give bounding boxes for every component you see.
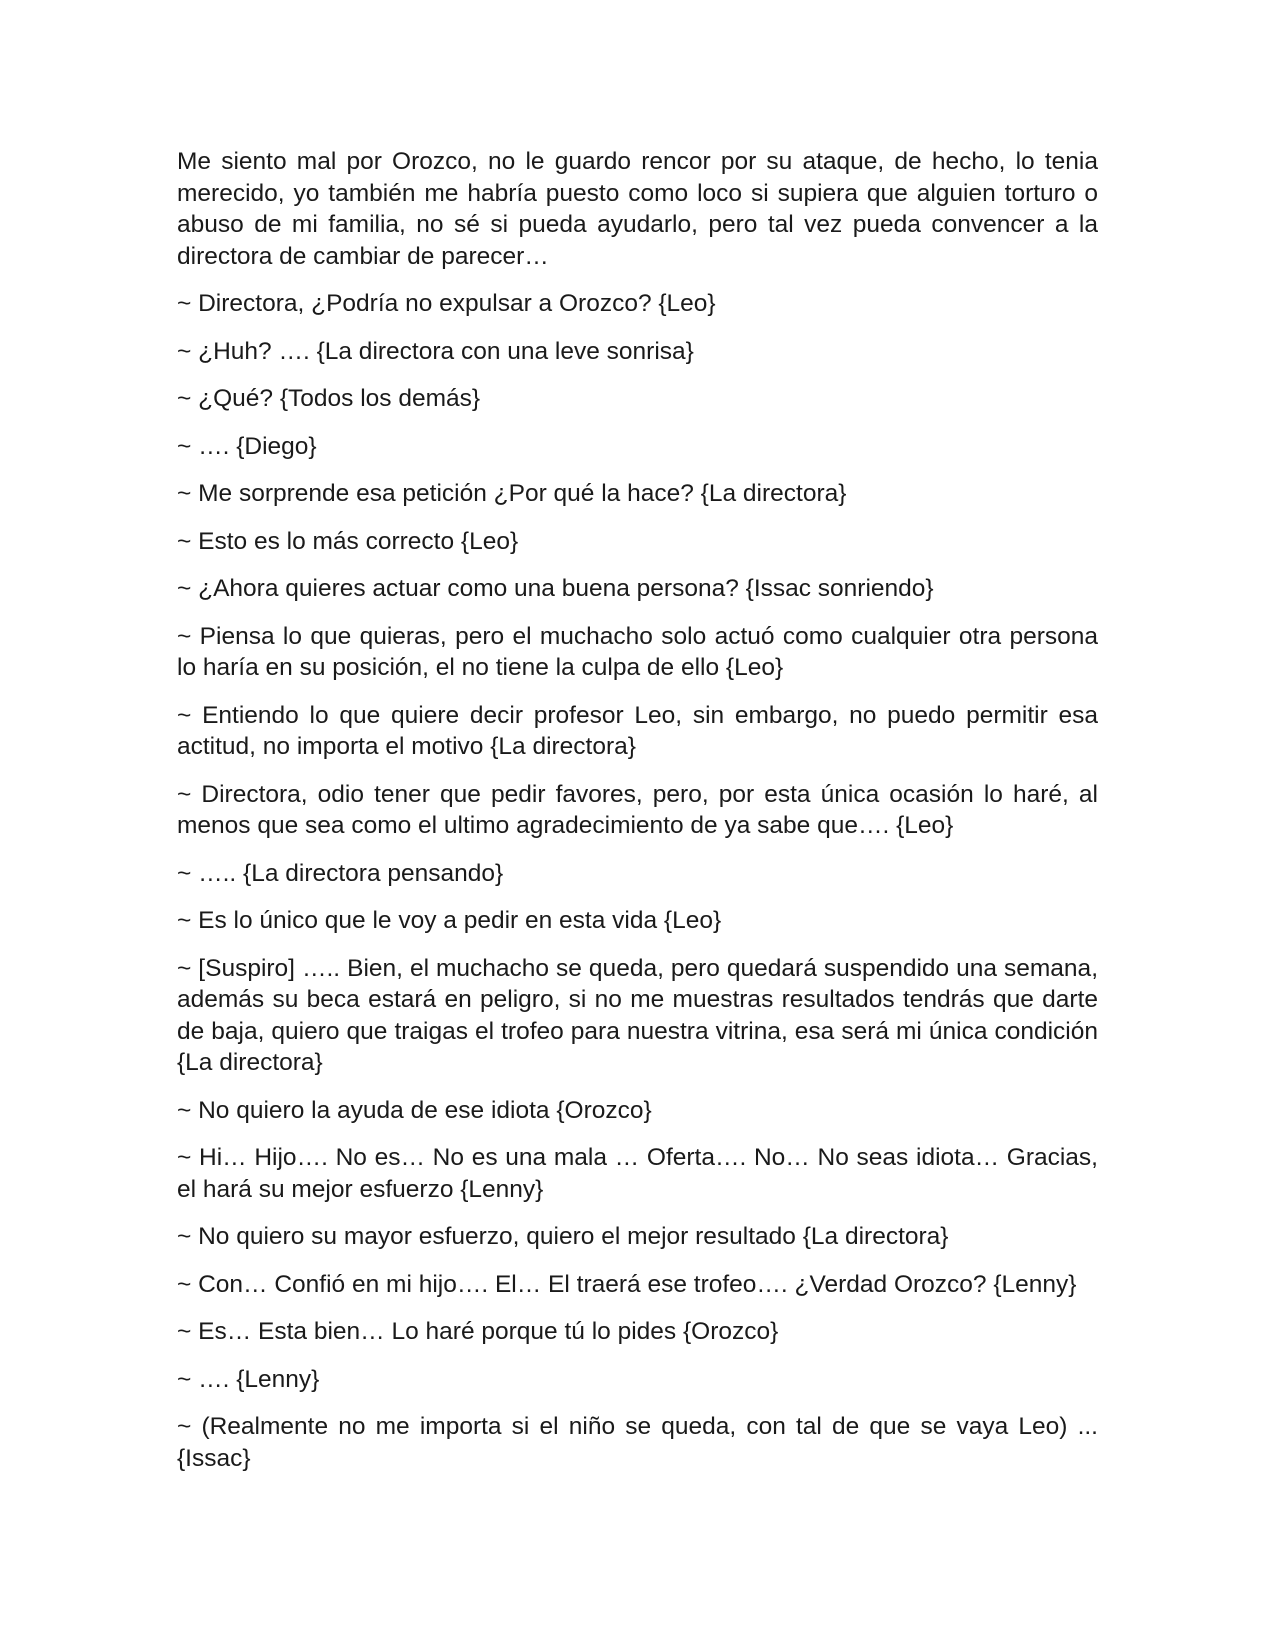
dialogue-line: ~ No quiero la ayuda de ese idiota {Orozco} [177, 1096, 652, 1124]
dialogue-line: ~ …. {Lenny} [177, 1365, 320, 1393]
dialogue-line: ~ Me sorprende esa petición ¿Por qué la hace? {La directora} [177, 480, 847, 507]
dialogue-line: ~ Con… Confió en mi hijo…. El… El traerá ese trofeo…. ¿Verdad Orozco? {Lenny} [177, 1270, 1077, 1298]
dialogue-line: ~ (Realmente no me importa si el niño se queda, con tal de que se vaya Leo) ... {Issac} [177, 1413, 1098, 1472]
dialogue-line: ~ Hi… Hijo…. No es… No es una mala … Oferta…. No… No seas idiota… Gracias, el hará su mejor esfuerzo {Lenny} [177, 1144, 1098, 1203]
dialogue-line: ~ ¿Huh? …. {La directora con una leve sonrisa} [177, 337, 694, 365]
dialogue-line: ~ Es… Esta bien… Lo haré porque tú lo pides {Orozco} [177, 1318, 779, 1345]
dialogue-line: ~ Esto es lo más correcto {Leo} [177, 527, 519, 555]
dialogue-line: ~ Directora, ¿Podría no expulsar a Orozco? {Leo} [177, 290, 716, 317]
dialogue-line: ~ Entiendo lo que quiere decir profesor Leo, sin embargo, no puedo permitir esa actitud, no importa el motivo {La directora} [177, 701, 1098, 760]
dialogue-line: ~ ¿Qué? {Todos los demás} [177, 385, 481, 412]
dialogue-line: ~ ….. {La directora pensando} [177, 859, 504, 887]
dialogue-line: ~ Directora, odio tener que pedir favores, pero, por esta única ocasión lo haré, al menos que sea como el ultimo agradecimiento de ya sabe que…. {Leo} [177, 780, 1098, 839]
dialogue-line: ~ Piensa lo que quieras, pero el muchacho solo actuó como cualquier otra persona lo haría en su posición, el no tiene la culpa de ello {Leo} [177, 622, 1098, 681]
dialogue-line: ~ [Suspiro] ….. Bien, el muchacho se queda, pero quedará suspendido una semana, además su beca estará en peligro, si no me muestras resultados tendrás que darte de baja, quiero que traigas el trofeo para nuestra vitrina, esa será mi única condición {La directora} [177, 954, 1098, 1076]
dialogue-line: ~ ¿Ahora quieres actuar como una buena persona? {Issac sonriendo} [177, 575, 934, 602]
document-body [177, 146, 1098, 1490]
dialogue-line: ~ …. {Diego} [177, 432, 317, 460]
dialogue-line: ~ No quiero su mayor esfuerzo, quiero el mejor resultado {La directora} [177, 1223, 949, 1250]
dialogue-line: ~ Es lo único que le voy a pedir en esta vida {Leo} [177, 907, 722, 934]
narration-paragraph: Me siento mal por Orozco, no le guardo rencor por su ataque, de hecho, lo tenia merecido, yo también me habría puesto como loco si supiera que alguien torturo o abuso de mi familia, no sé si pueda ayudarlo, pero tal vez pueda convencer a la directora de cambiar de parecer… [177, 148, 1098, 270]
